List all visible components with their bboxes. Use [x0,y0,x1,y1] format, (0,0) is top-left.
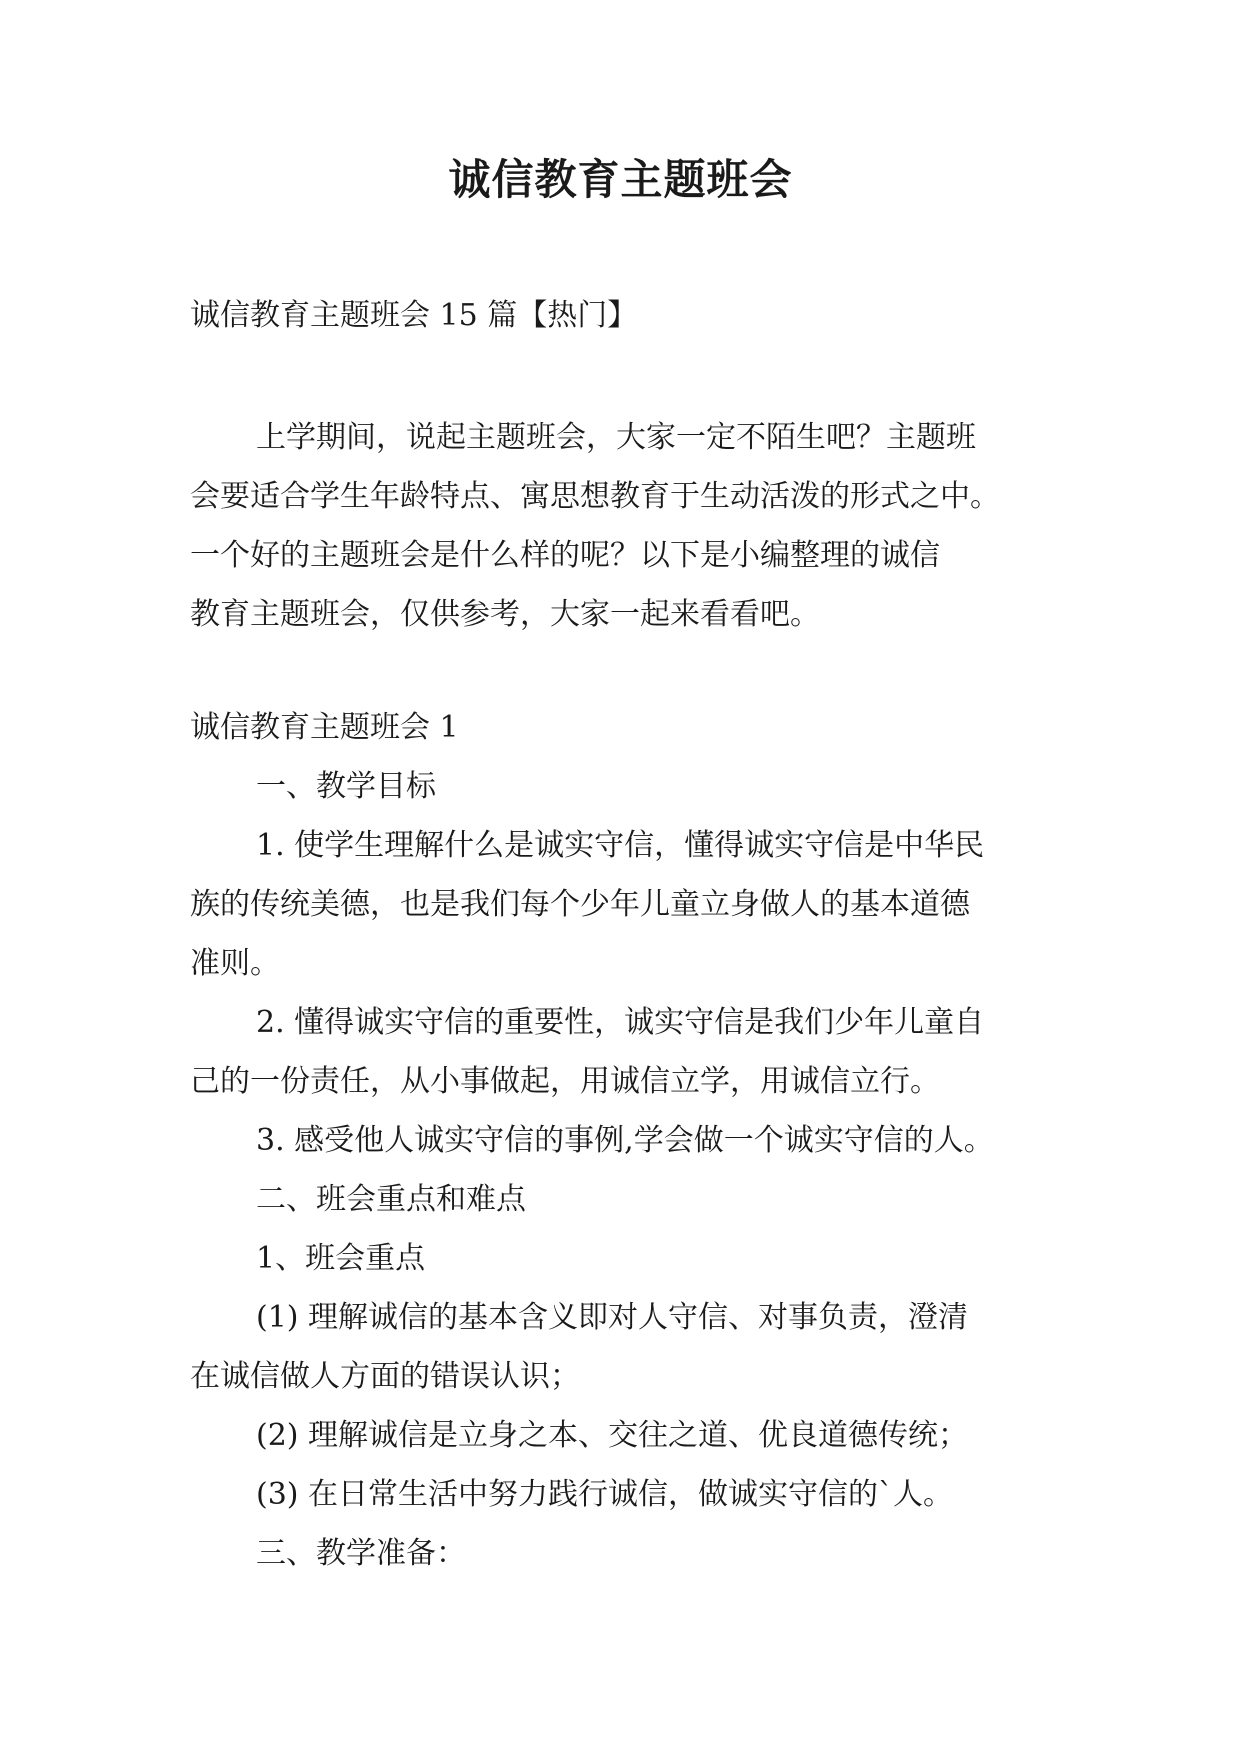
intro-paragraph [190,408,1050,644]
text-line: 1. 使学生理解什么是诚实守信，懂得诚实守信是中华民 [256,828,985,863]
text-line: 己的一份责任，从小事做起，用诚信立学，用诚信立行。 [190,1064,940,1099]
text-line: (3) 在日常生活中努力践行诚信，做诚实守信的`人。 [256,1477,954,1512]
outline-heading: 三、教学准备： [256,1536,466,1571]
outline-subheading: 1、班会重点 [256,1241,426,1276]
document-subtitle: 诚信教育主题班会 15 篇【热门】 [190,298,638,333]
text-line: 3. 感受他人诚实守信的事例,学会做一个诚实守信的人。 [256,1123,994,1158]
document-body [190,698,1050,1583]
intro-line: 会要适合学生年龄特点、寓思想教育于生动活泼的形式之中。 [190,479,1000,514]
outline-heading: 一、教学目标 [256,769,436,804]
section-heading: 诚信教育主题班会 1 [190,710,459,745]
outline-heading: 二、班会重点和难点 [256,1182,526,1217]
text-line: 2. 懂得诚实守信的重要性，诚实守信是我们少年儿童自 [256,1005,985,1040]
intro-line: 上学期间，说起主题班会，大家一定不陌生吧？主题班 [256,420,976,455]
text-line: (1) 理解诚信的基本含义即对人守信、对事负责，澄清 [256,1300,969,1335]
text-line: (2) 理解诚信是立身之本、交往之道、优良道德传统； [256,1418,969,1453]
text-line: 在诚信做人方面的错误认识； [190,1359,580,1394]
document-title: 诚信教育主题班会 [448,155,793,204]
text-line: 族的传统美德，也是我们每个少年儿童立身做人的基本道德 [190,887,970,922]
intro-line: 一个好的主题班会是什么样的呢？以下是小编整理的诚信 [190,538,940,573]
text-line: 准则。 [190,946,280,981]
intro-line: 教育主题班会，仅供参考，大家一起来看看吧。 [190,597,820,632]
